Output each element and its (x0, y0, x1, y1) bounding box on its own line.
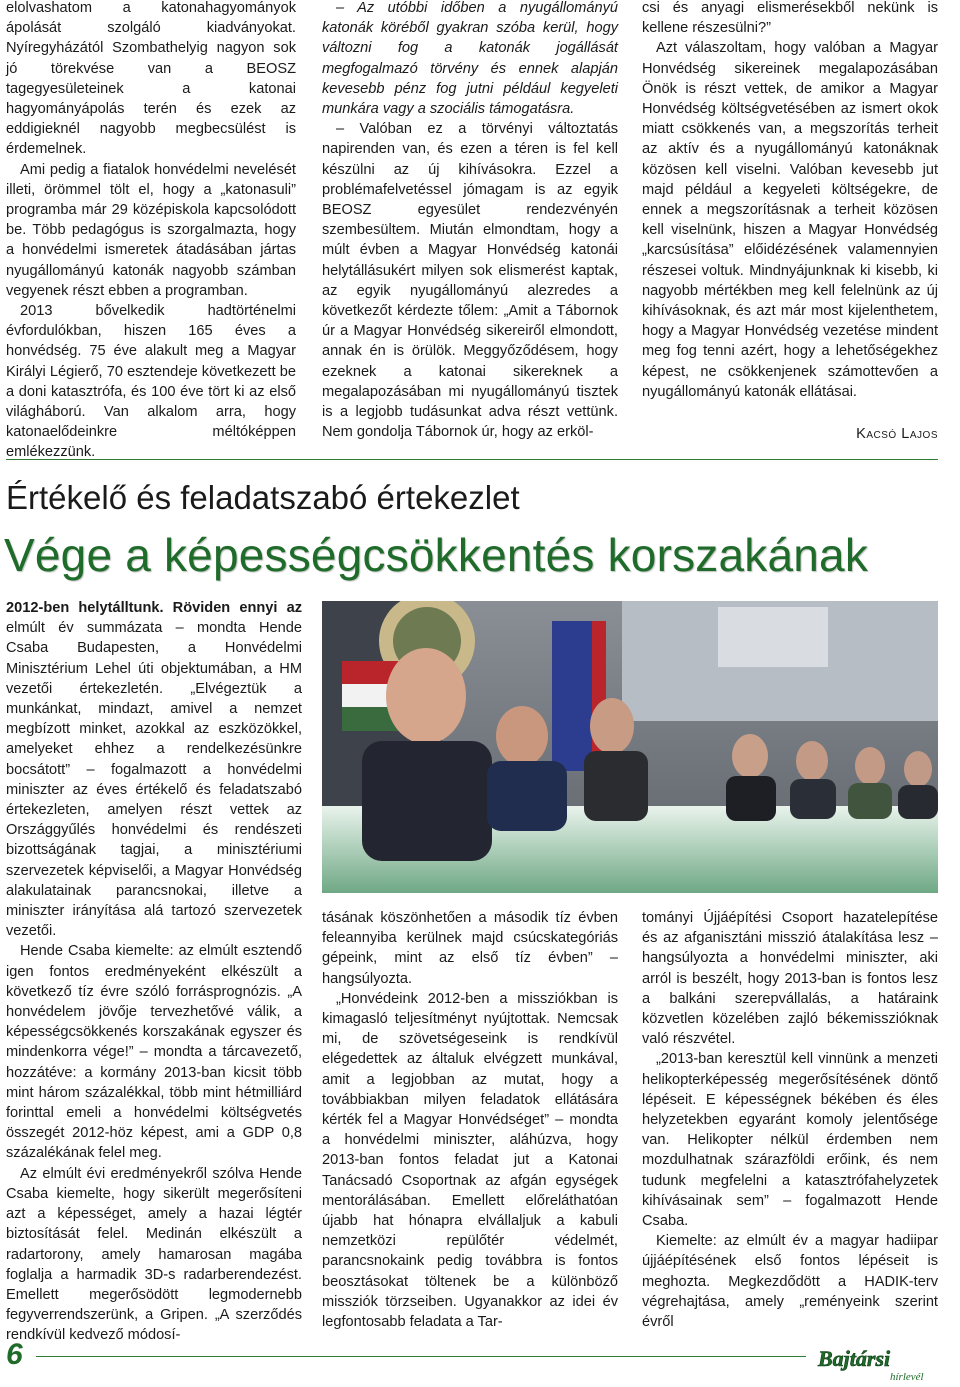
paragraph: tásának köszönhetően a második tíz évben feleannyiba kerülnek majd csúcskategóriás gépeink, mint az első tíz évben” – hangsúlyozta. (322, 910, 618, 987)
footer-rule (36, 1356, 806, 1357)
author-byline: Kacsó Lajos (856, 426, 938, 442)
article-column-3 (642, 908, 938, 1332)
article-column-1 (6, 598, 302, 1346)
logo-title: Bajtársi (818, 1346, 891, 1371)
paragraph: csi és anyagi elismerésekből nekünk is kellene részesülni?” (642, 0, 938, 37)
logo-subtitle: hírlevél (890, 1371, 924, 1382)
top-column-2 (322, 0, 618, 442)
paragraph: „2013-ban keresztül kell vinnünk a menzeti helikopterképesség megerősítésének döntő lépéseit. E képességnek békében és éles helyzetekben egyaránt komoly jelentősége van. Helikopter nélkül érdemben nem mozdulhatnak szárazföldi erőink, és nem tudunk megfelelni a katasztrófahelyzetek kihívásainak sem” – fogalmazott Hende Csaba. (642, 1051, 938, 1230)
article-column-2 (322, 908, 618, 1332)
top-column-1 (6, 0, 296, 463)
page-number: 6 (6, 1338, 23, 1371)
paragraph: Kiemelte: az elmúlt év a magyar hadiipar újjáépítésének első fontos lépéseit is meghozta. Megkezdődött a HADIK-terv végrehajtása, amely „reményeink szerint évről (642, 1233, 938, 1331)
article-kicker: Értékelő és feladatszabó értekezlet (6, 479, 520, 516)
paragraph: Az elmúlt évi eredményekről szólva Hende Csaba kiemelte, hogy sikerült megerősíteni azt a képességet, amely a hazai légtér biztosítását felel. Medinán elkészült a radartorony, amely hamarosan magába foglalja a harmadik 3D-s radarberendezést. Emellett megerősödött legmodernebb fegyverrendszerünk, a Gripen. „A szerződés rendkívül kedvező módosí- (6, 1165, 302, 1344)
byline-container (642, 424, 938, 444)
lead-in: 2012-ben helytálltunk. Röviden ennyi az (6, 600, 302, 616)
paragraph: 2013 bővelkedik hadtörténelmi évfordulókban, hiszen 165 éves a honvédség. 75 éve alakult meg a Magyar Királyi Légierő, 70 esztendeje következett be a doni katasztrófa, és 100 éve tört ki az első világháború. Van alkalom arra, hogy katonaelődeinkre méltóképpen emlékezzünk. (6, 303, 296, 461)
meeting-photo-illustration (322, 601, 938, 893)
paragraph: Azt válaszoltam, hogy valóban a Magyar Honvédség sikereinek megalapozásában Önök is részt vettek, de amikor a Magyar Honvédség költségvetésében az ismert okok miatt csökkenés van, a megszorítás terheit az aktív és a nyugállományú katonáknak közösen kell viselni. Valóban kevesebb jut majd például a kegyeleti költségekre, de ennek a megszorításnak a terheit közösen kell viselnünk, hiszen a Magyar Honvédség „karcsúsítása” előidézésének valamennyien részesei voltuk. Mindnyájunknak ki kisebb, ki nagyobb mértékben meg kell felelnünk az új kihívásoknak, és azt már most kijelenthetem, hogy a Magyar Honvédség vezetése mindent meg fog tenni azért, hogy a lehetőségekhez képest, ne csökkenjenek számottevően a nyugállományú katonák ellátásai. (642, 40, 938, 400)
bajtarsi-logo (816, 1342, 956, 1382)
paragraph: – Az utóbbi időben a nyugállományú katonák köréből gyakran szóba kerül, hogy változni fog a katonák jogállását megfogalmazó törvény és ennek alapján kevesebb pénz fog jutni például kegyeleti munkára vagy a szociális támogatásra. (322, 0, 618, 118)
paragraph: „Honvédeink 2012-ben a missziókban is kimagasló teljesítményt nyújtottak. Nemcsak mi, de szövetségeseink is rendkívül elégedettek az általuk elvégzett munkával, amit a legjobban az mutat, hogy a továbbiakban milyen feladatok ellátására kérték fel a Magyar Honvédséget” – mondta a honvédelmi miniszter, aláhúzva, hogy 2013-ban fontos feladat jut a Katonai Tanácsadó Csoportnak az afgán egységek mentorálásában. Emellett előreláthatóan újabb hat hónapra elvállaljuk a kabuli nemzetközi repülőtér védelmét, parancsnokaink pedig továbbra is fontos beosztásokat töltenek be a különböző missziók törzseiben. Ugyanakkor az idei év legfontosabb feladata a Tar- (322, 990, 618, 1331)
paragraph: Ami pedig a fiatalok honvédelmi nevelését illeti, örömmel tölt el, hogy a „katonasuli” programba már 29 középiskola kapcsolódott be. Több pedagógus is szorgalmazta, hogy a honvédelmi ismeretek átadásában jártas nyugállományú katonák nagyobb számban vegyenek részt ebben a programban. (6, 161, 296, 299)
paragraph: 2012-ben helytálltunk. Röviden ennyi az elmúlt év summázata – mondta Hende Csaba Budapesten, a Honvédelmi Minisztérium Lehel úti objektumában, a HM vezetői értekezletén. „Elvégeztük a munkánkat, mindazt, amivel a nemzet megbízott minket, azokkal az eszközökkel, amelyeket ehhez a rendelkezésünkre bocsátott” – fogalmazott a honvédelmi miniszter az éves értékelő és feladatszabó értekezleten, amelyen részt vettek az Országgyűlés honvédelmi és rendészeti bizottságának tagjai, a minisztériumi szervezetek képviselői, a Magyar Honvédség alakulatainak parancsnokai, illetve a miniszter irányítása alá tartozó szervezetek vezetői. (6, 600, 302, 940)
top-column-3 (642, 0, 938, 402)
meeting-photo (322, 601, 938, 893)
paragraph: – Valóban ez a törvényi változtatás napirenden van, és ezen a téren is fel kell készülni az új kihívásokra. Ezzel a problémafelvetéssel jómagam is az egyik BEOSZ egyesület rendezvényén szembesültem. Miután elmondtam, hogy a múlt évben a Magyar Honvédség katonái helytállásukért milyen sok elismerést kaptak, az egyik nyugállományú alezredes a következőt kérdezte tőlem: „Amit a Tábornok úr a Magyar Honvédség sikereiről elmondott, annak én is örülök. Meggyőződésem, hogy ezeknek a katonai sikereknek a megalapozásában mi nyugállományú tisztek is a legjobb tudásunkat adva részt vettünk. Nem gondolja Tábornok úr, hogy az erköl- (322, 121, 618, 441)
paragraph: elolvashatom a katonahagyományok ápolását szolgáló kiadványokat. Nyíregyházától Szombathelyig nagyon sok jó törekvése van a BEOSZ tagegyesületeinek a katonai hagyományápolás terén és ezek az eddigieknél nagyobb megbecsülést is érdemelnek. (6, 0, 296, 158)
article-headline: Vége a képességcsökkentés korszakának (4, 529, 869, 581)
paragraph: Hende Csaba kiemelte: az elmúlt esztendő igen fontos eredményeként elkészült a következő tíz évre szóló forrásprognózis. „A honvédelem jövője tervezhetővé válik, a képességcsökkenés korszakának egyszer és mindenkorra vége!” – mondta a tárcavezető, hozzátéve: a kormány 2013-ban kicsit több mint három százalékkal, több mint hétmilliárd forinttal emeli a honvédelmi költségvetés összegét 2012-höz képest, ami a GDP 0,8 százalékának felel meg. (6, 943, 302, 1162)
paragraph: tományi Újjáépítési Csoport hazatelepítése és az afganisztáni misszió átalakítása lesz – hangsúlyozta a honvédelmi miniszter, aki arról is beszélt, hogy 2013-ban is fontos lesz a balkáni szerepvállalás, a határaink közvetlen közelében zajló békemisszióknak való részvétel. (642, 910, 938, 1048)
section-divider (6, 459, 938, 460)
